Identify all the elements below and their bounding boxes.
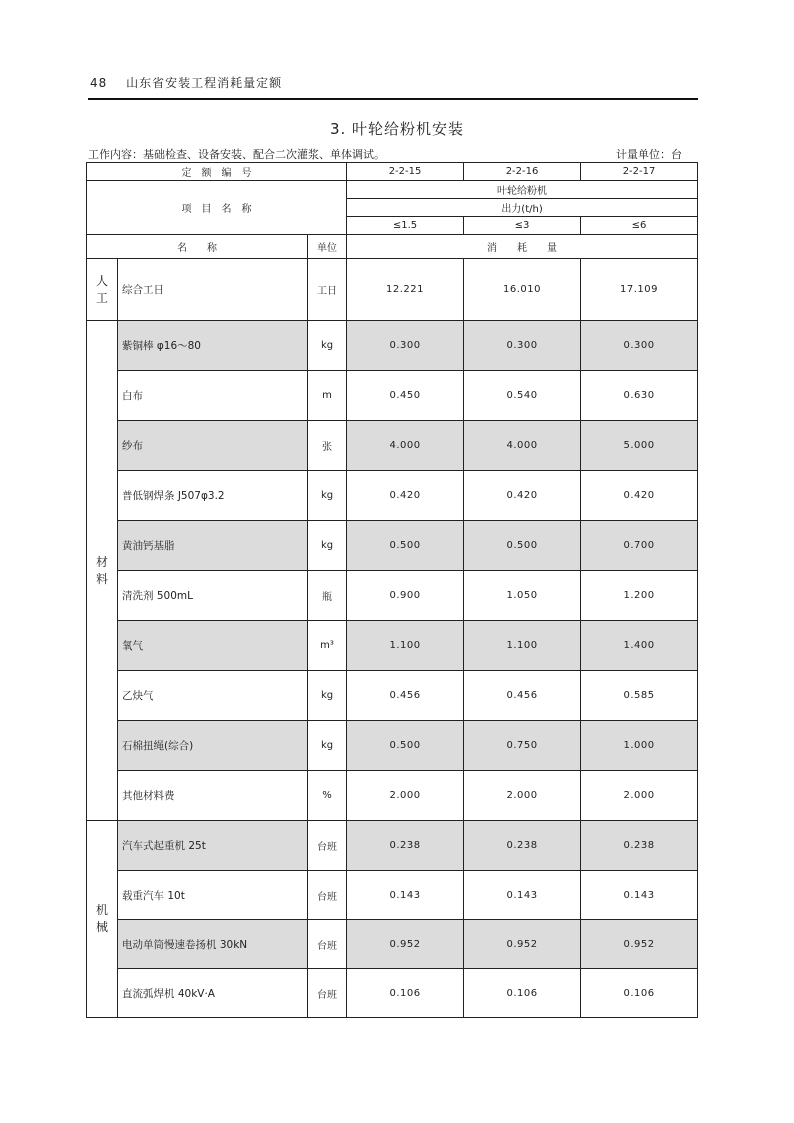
consumption-value: 0.106 xyxy=(347,969,464,1018)
item-name: 白布 xyxy=(118,371,308,421)
item-name: 其他材料费 xyxy=(118,771,308,821)
category-char: 械 xyxy=(95,920,108,934)
consumption-value: 2.000 xyxy=(347,771,464,821)
consumption-value: 0.700 xyxy=(581,521,698,571)
consumption-value: 0.500 xyxy=(464,521,581,571)
item-unit: m xyxy=(308,371,347,421)
category-char: 材 xyxy=(95,554,108,569)
consumption-column-header: 消 耗 量 xyxy=(347,235,698,259)
item-name: 纱布 xyxy=(118,421,308,471)
consumption-value: 0.143 xyxy=(464,871,581,920)
category-char: 料 xyxy=(95,571,108,586)
table-row xyxy=(87,321,698,371)
consumption-value: 0.300 xyxy=(581,321,698,371)
consumption-value: 0.500 xyxy=(347,521,464,571)
item-unit: 工日 xyxy=(308,259,347,321)
consumption-value: 1.200 xyxy=(581,571,698,621)
table-row xyxy=(87,621,698,671)
item-unit: 台班 xyxy=(308,969,347,1018)
category-char: 工 xyxy=(95,290,108,305)
item-unit: 瓶 xyxy=(308,571,347,621)
equipment-row xyxy=(87,181,698,199)
consumption-value: 5.000 xyxy=(581,421,698,471)
unit-column-header: 单位 xyxy=(308,235,347,259)
capacity-cell: ≤3 xyxy=(464,217,581,235)
category-label xyxy=(87,842,117,996)
consumption-value: 0.540 xyxy=(464,371,581,421)
item-unit: % xyxy=(308,771,347,821)
consumption-value: 1.050 xyxy=(464,571,581,621)
page-number: 48 xyxy=(90,76,108,90)
consumption-value: 0.238 xyxy=(581,821,698,871)
table-row xyxy=(87,471,698,521)
consumption-value: 1.100 xyxy=(347,621,464,671)
consumption-value: 0.238 xyxy=(347,821,464,871)
category-cell xyxy=(87,321,118,821)
item-name: 乙炔气 xyxy=(118,671,308,721)
item-name: 黄油钙基脂 xyxy=(118,521,308,571)
consumption-value: 0.420 xyxy=(347,471,464,521)
code-cell: 2-2-16 xyxy=(464,163,581,181)
code-cell: 2-2-17 xyxy=(581,163,698,181)
consumption-value: 0.630 xyxy=(581,371,698,421)
consumption-value: 0.143 xyxy=(347,871,464,920)
consumption-value: 0.585 xyxy=(581,671,698,721)
section-title: 3. 叶轮给粉机安装 xyxy=(329,120,465,138)
consumption-value: 0.300 xyxy=(347,321,464,371)
consumption-value: 2.000 xyxy=(464,771,581,821)
consumption-value: 0.450 xyxy=(347,371,464,421)
equipment-name: 叶轮给粉机 xyxy=(347,181,698,199)
capacity-cell: ≤6 xyxy=(581,217,698,235)
consumption-value: 0.238 xyxy=(464,821,581,871)
item-unit: kg xyxy=(308,521,347,571)
consumption-value: 0.300 xyxy=(464,321,581,371)
name-column-header: 名 称 xyxy=(87,235,308,259)
work-content: 工作内容：基础检查、设备安装、配合二次灌浆、单体调试。 xyxy=(88,148,385,161)
item-unit: 台班 xyxy=(308,920,347,969)
table-row xyxy=(87,721,698,771)
item-unit: 张 xyxy=(308,421,347,471)
consumption-value: 2.000 xyxy=(581,771,698,821)
item-unit: m³ xyxy=(308,621,347,671)
consumption-value: 17.109 xyxy=(581,259,698,321)
output-label: 出力(t/h) xyxy=(347,199,698,217)
item-unit: kg xyxy=(308,671,347,721)
consumption-value: 0.750 xyxy=(464,721,581,771)
consumption-value: 16.010 xyxy=(464,259,581,321)
consumption-value: 1.400 xyxy=(581,621,698,671)
item-name: 综合工日 xyxy=(118,259,308,321)
quota-table xyxy=(86,162,698,1018)
item-name: 汽车式起重机 25t xyxy=(118,821,308,871)
table-row xyxy=(87,821,698,871)
consumption-value: 0.900 xyxy=(347,571,464,621)
consumption-value: 0.456 xyxy=(347,671,464,721)
category-cell xyxy=(87,821,118,1018)
item-unit: 台班 xyxy=(308,821,347,871)
item-unit: 台班 xyxy=(308,871,347,920)
consumption-value: 0.952 xyxy=(347,920,464,969)
table-row xyxy=(87,521,698,571)
item-name: 清洗剂 500mL xyxy=(118,571,308,621)
table-row xyxy=(87,371,698,421)
unit-note: 计量单位：台 xyxy=(616,148,682,161)
table-row xyxy=(87,771,698,821)
consumption-value: 4.000 xyxy=(464,421,581,471)
item-name: 普低钢焊条 J507φ3.2 xyxy=(118,471,308,521)
consumption-value: 1.100 xyxy=(464,621,581,671)
consumption-value: 0.143 xyxy=(581,871,698,920)
item-name: 紫铜棒 φ16～80 xyxy=(118,321,308,371)
capacity-cell: ≤1.5 xyxy=(347,217,464,235)
table-row xyxy=(87,871,698,920)
consumption-value: 0.952 xyxy=(581,920,698,969)
category-cell xyxy=(87,259,118,321)
consumption-value: 0.500 xyxy=(347,721,464,771)
consumption-value: 0.106 xyxy=(581,969,698,1018)
book-title: 山东省安装工程消耗量定额 xyxy=(126,76,283,90)
item-name: 氧气 xyxy=(118,621,308,671)
header-rule xyxy=(88,98,698,100)
item-unit: kg xyxy=(308,471,347,521)
item-name: 石棉扭绳(综合) xyxy=(118,721,308,771)
page-header xyxy=(90,74,282,91)
table-row xyxy=(87,421,698,471)
item-name: 载重汽车 10t xyxy=(118,871,308,920)
category-label xyxy=(87,399,117,743)
consumption-value: 0.456 xyxy=(464,671,581,721)
consumption-value: 0.952 xyxy=(464,920,581,969)
column-header-row xyxy=(87,235,698,259)
consumption-value: 12.221 xyxy=(347,259,464,321)
table-row xyxy=(87,969,698,1018)
table-row xyxy=(87,571,698,621)
consumption-value: 0.106 xyxy=(464,969,581,1018)
code-cell: 2-2-15 xyxy=(347,163,464,181)
item-unit: kg xyxy=(308,721,347,771)
table-row xyxy=(87,671,698,721)
category-label xyxy=(87,273,117,307)
consumption-value: 0.420 xyxy=(464,471,581,521)
item-unit: kg xyxy=(308,321,347,371)
consumption-value: 4.000 xyxy=(347,421,464,471)
item-name: 电动单筒慢速卷扬机 30kN xyxy=(118,920,308,969)
code-row xyxy=(87,163,698,181)
table-row xyxy=(87,259,698,321)
consumption-value: 0.420 xyxy=(581,471,698,521)
table-row xyxy=(87,920,698,969)
category-char: 人 xyxy=(95,273,108,288)
quota-code-label: 定 额 编 号 xyxy=(87,163,347,181)
consumption-value: 1.000 xyxy=(581,721,698,771)
category-char: 机 xyxy=(95,903,108,918)
item-name: 直流弧焊机 40kV·A xyxy=(118,969,308,1018)
item-name-label: 项 目 名 称 xyxy=(87,181,347,235)
